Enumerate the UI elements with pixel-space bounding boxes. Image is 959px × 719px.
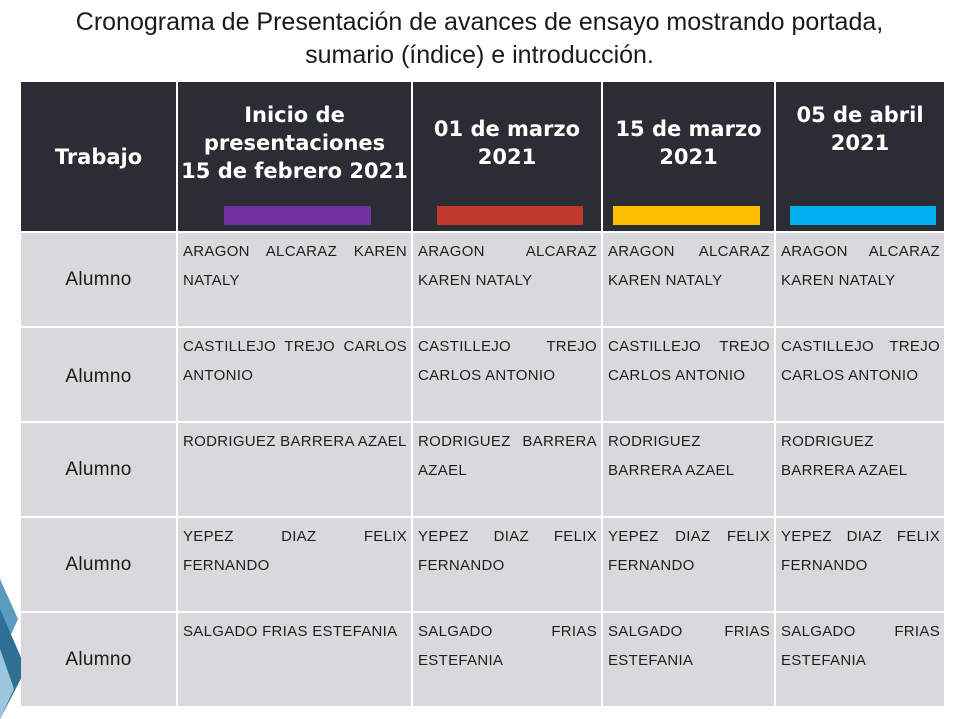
header-col-3-line-2: 2021 — [659, 144, 718, 169]
table-row — [21, 327, 944, 422]
table-cell — [412, 327, 602, 422]
slide-title — [0, 6, 959, 72]
cell-text: SALGADO FRIAS ESTEFANIA — [183, 623, 398, 640]
header-col-4 — [775, 82, 944, 232]
table-cell — [775, 327, 944, 422]
table-cell — [177, 232, 412, 327]
color-bar-purple — [224, 206, 371, 225]
header-col-3 — [602, 82, 775, 232]
header-col-4-line-2: 2021 — [830, 130, 890, 155]
header-trabajo — [21, 82, 177, 232]
header-col-1-line-1: Inicio de — [244, 102, 345, 127]
table-cell — [602, 612, 775, 706]
table-cell — [775, 517, 944, 612]
cell-text: SALGADO FRIAS ESTEFANIA — [608, 623, 770, 669]
cell-text: RODRIGUEZ BARRERA AZAEL — [608, 433, 735, 479]
row-label: Alumno — [21, 612, 177, 706]
cell-text: CASTILLEJO TREJO CARLOS ANTONIO — [418, 338, 597, 384]
table-cell — [775, 232, 944, 327]
cell-text: ARAGON ALCARAZ KAREN NATALY — [781, 243, 940, 289]
table-cell — [602, 232, 775, 327]
cell-text: YEPEZ DIAZ FELIX FERNANDO — [608, 528, 770, 574]
cell-text: RODRIGUEZ BARRERA AZAEL — [183, 433, 407, 450]
table-cell — [775, 612, 944, 706]
color-bar-yellow — [613, 206, 760, 225]
cell-text: CASTILLEJO TREJO CARLOS ANTONIO — [183, 338, 407, 384]
cell-text: CASTILLEJO TREJO CARLOS ANTONIO — [781, 338, 940, 384]
cell-text: YEPEZ DIAZ FELIX FERNANDO — [781, 528, 940, 574]
schedule-table — [21, 82, 944, 706]
table-cell — [602, 517, 775, 612]
table-cell — [177, 612, 412, 706]
header-col-2-line-2: 2021 — [477, 144, 537, 169]
row-label: Alumno — [21, 422, 177, 517]
cell-text: RODRIGUEZ BARRERA AZAEL — [418, 433, 597, 479]
table-row — [21, 422, 944, 517]
cell-text: YEPEZ DIAZ FELIX FERNANDO — [183, 528, 407, 574]
header-col-1-line-3: 15 de febrero 2021 — [181, 158, 408, 183]
header-row — [21, 82, 944, 232]
row-label: Alumno — [21, 517, 177, 612]
slide-title-line-2: sumario (índice) e introducción. — [305, 41, 654, 69]
slide-title-line-1: Cronograma de Presentación de avances de ensayo mostrando portada, — [75, 8, 884, 36]
cell-text: SALGADO FRIAS ESTEFANIA — [781, 623, 940, 669]
header-trabajo-label: Trabajo — [54, 144, 143, 169]
table-cell — [602, 327, 775, 422]
table-cell — [412, 517, 602, 612]
color-bar-red — [437, 206, 583, 225]
table-cell — [412, 422, 602, 517]
header-col-1 — [177, 82, 412, 232]
table-row — [21, 517, 944, 612]
header-col-4-line-1: 05 de abril — [796, 102, 924, 127]
table-cell — [412, 612, 602, 706]
row-label: Alumno — [21, 327, 177, 422]
table-cell — [412, 232, 602, 327]
cell-text: RODRIGUEZ BARRERA AZAEL — [781, 433, 908, 479]
cell-text: ARAGON ALCARAZ KAREN NATALY — [183, 243, 407, 289]
table-row — [21, 612, 944, 706]
cell-text: SALGADO FRIAS ESTEFANIA — [418, 623, 597, 669]
table-cell — [177, 517, 412, 612]
table-row — [21, 232, 944, 327]
cell-text: YEPEZ DIAZ FELIX FERNANDO — [418, 528, 597, 574]
color-bar-blue — [790, 206, 936, 225]
table-cell — [602, 422, 775, 517]
row-label: Alumno — [21, 232, 177, 327]
cell-text: ARAGON ALCARAZ KAREN NATALY — [418, 243, 597, 289]
header-col-1-line-2: presentaciones — [203, 130, 386, 155]
cell-text: ARAGON ALCARAZ KAREN NATALY — [608, 243, 770, 289]
header-col-2-line-1: 01 de marzo — [433, 116, 581, 141]
header-col-3-line-1: 15 de marzo — [615, 116, 762, 141]
table-cell — [177, 327, 412, 422]
table-cell — [775, 422, 944, 517]
cell-text: CASTILLEJO TREJO CARLOS ANTONIO — [608, 338, 770, 384]
header-col-2 — [412, 82, 602, 232]
table-cell — [177, 422, 412, 517]
